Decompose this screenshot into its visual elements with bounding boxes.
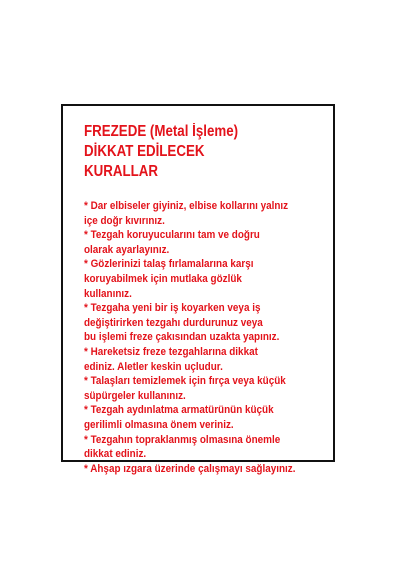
rule-line: * Hareketsiz freze tezgahlarına dikkat: [84, 345, 258, 358]
rule-item: [84, 257, 295, 301]
rule-line: koruyabilmek için mutlaka gözlük: [84, 272, 242, 285]
rule-line: * Tezgah koruyucularını tam ve doğru: [84, 229, 260, 242]
rules-list: [84, 199, 295, 476]
rule-item: [84, 462, 295, 477]
rule-item: [84, 228, 295, 257]
rule-item: [84, 374, 295, 403]
rule-line: süpürgeler kullanınız.: [84, 389, 186, 402]
rule-line: * Tezgahın topraklanmış olmasına önemle: [84, 433, 281, 446]
safety-sign: [61, 104, 335, 475]
rule-line: bu işlemi freze çakısından uzakta yapınız.: [84, 331, 280, 344]
sign-title-line: DİKKAT EDİLECEK: [84, 143, 205, 160]
rule-line: * Dar elbiseler giyiniz, elbise kollarını yalnız: [84, 200, 289, 212]
sign-title: [84, 122, 238, 182]
rule-line: * Gözlerinizi talaş fırlamalarına karşı: [84, 258, 254, 271]
rule-line: değiştirirken tezgahı durdurunuz veya: [84, 316, 263, 329]
rule-item: [84, 301, 295, 345]
rule-line: * Talaşları temizlemek için fırça veya küçük: [84, 375, 286, 388]
rule-line: olarak ayarlayınız.: [84, 243, 170, 256]
rule-line: kullanınız.: [84, 287, 132, 300]
sign-title-line: KURALLAR: [84, 163, 159, 180]
rule-item: [84, 199, 295, 228]
rule-line: * Tezgah aydınlatma armatürünün küçük: [84, 404, 274, 417]
rule-line: gerilimli olmasına önem veriniz.: [84, 418, 234, 431]
rule-line: dikkat ediniz.: [84, 448, 147, 461]
rule-item: [84, 345, 295, 374]
rule-line: içe doğr kıvırınız.: [84, 214, 165, 227]
sign-title-line: FREZEDE (Metal İşleme): [84, 123, 239, 140]
rule-line: ediniz. Aletler keskin uçludur.: [84, 360, 223, 373]
rule-item: [84, 433, 295, 462]
rule-item: [84, 403, 295, 432]
rule-line: * Ahşap ızgara üzerinde çalışmayı sağlayınız.: [84, 462, 296, 475]
rule-line: * Tezgaha yeni bir iş koyarken veya iş: [84, 302, 261, 315]
